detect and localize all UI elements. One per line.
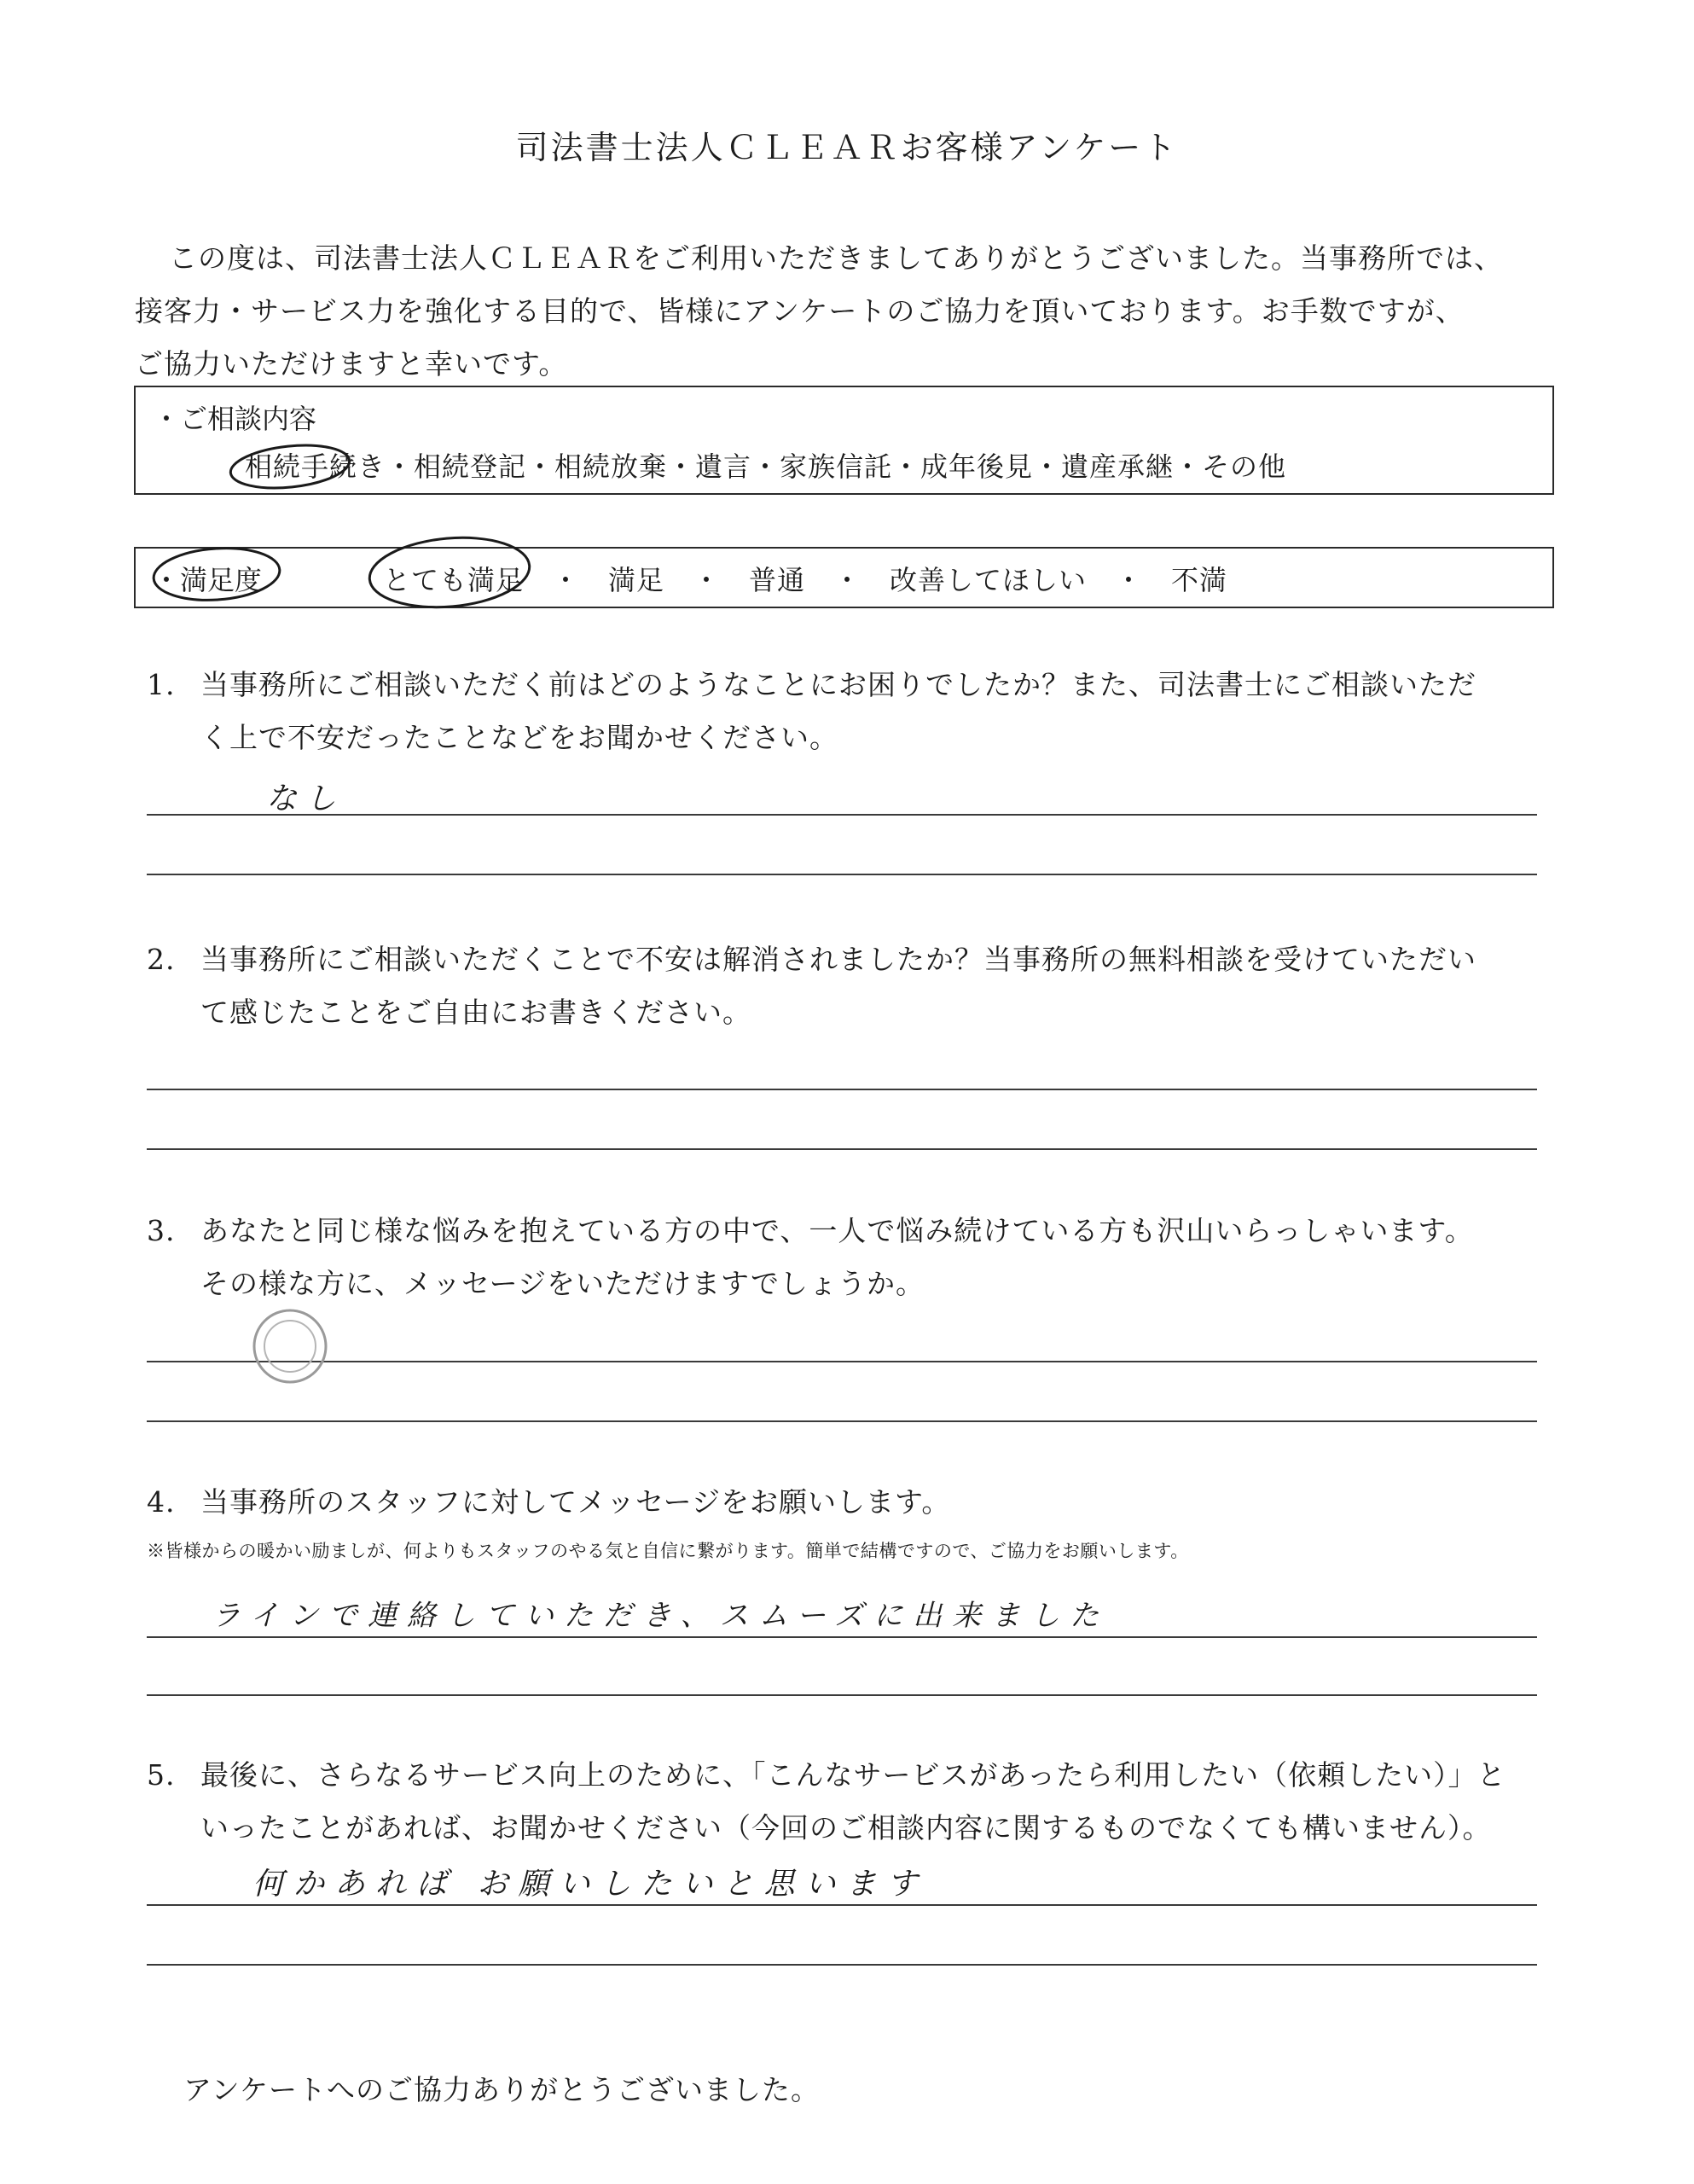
- question-4-note: ※皆様からの暖かい励ましが、何よりもスタッフのやる気と自信に繋がります。簡単で結構ですので、ご協力をお願いします。: [147, 1541, 1189, 1561]
- consultation-options: 相続手続き・相続登記・相続放棄・遺言・家族信託・成年後見・遺産承継・その他: [245, 450, 1287, 483]
- answer-5-handwriting: 何かあれば お願いしたいと思います: [252, 1867, 928, 1902]
- answer-4-handwriting: ラインで連絡していただき、スムーズに出来ました: [212, 1599, 1110, 1633]
- question-text: あなたと同じ様な悩みを抱えている方の中で、一人で悩み続けている方も沢山いらっしゃいます。: [200, 1214, 1474, 1247]
- satisfaction-options: とても満足 ・ 満足 ・ 普通 ・ 改善してほしい ・ 不満: [383, 564, 1228, 596]
- intro-line: ご協力いただけますと幸いです。: [135, 347, 568, 380]
- circle-mark-inheritance-procedure: [229, 440, 351, 493]
- circle-mark-very-satisfied: [367, 531, 532, 613]
- question-text: いったことがあれば、お聞かせください（今回のご相談内容に関するものでなくても構いません）。: [200, 1811, 1492, 1844]
- intro-line: 接客力・サービス力を強化する目的で、皆様にアンケートのご協力を頂いております。お手数ですが、: [135, 294, 1465, 328]
- satisfaction-label: ・満足度: [153, 564, 263, 596]
- intro-line: この度は、司法書士法人ＣＬＥＡＲをご利用いただきましてありがとうございました。当事務所では、: [169, 241, 1503, 275]
- survey-title: 司法書士法人ＣＬＥＡＲお客様アンケート: [515, 129, 1179, 166]
- question-number: 2.: [147, 943, 176, 976]
- question-text: 最後に、さらなるサービス向上のために、「こんなサービスがあったら利用したい（依頼したい）」と: [200, 1758, 1506, 1792]
- question-text: その様な方に、メッセージをいただけますでしょうか。: [200, 1267, 925, 1300]
- question-text: 当事務所のスタッフに対してメッセージをお願いします。: [200, 1485, 951, 1519]
- answer-1-handwriting: なし: [266, 781, 345, 816]
- circle-mark-satisfaction-label: [152, 544, 281, 604]
- consultation-label: ・ご相談内容: [153, 403, 317, 435]
- question-text: 当事務所にご相談いただく前はどのようなことにお困りでしたか？また、司法書士にご相談いただ: [200, 668, 1476, 701]
- question-number: 1.: [147, 668, 176, 701]
- question-number: 3.: [147, 1214, 176, 1247]
- question-number: 5.: [147, 1758, 176, 1792]
- question-text: て感じたことをご自由にお書きください。: [200, 996, 751, 1029]
- question-text: く上で不安だったことなどをお聞かせください。: [200, 721, 838, 754]
- question-text: 当事務所にご相談いただくことで不安は解消されましたか？当事務所の無料相談を受けていただい: [200, 943, 1476, 976]
- closing-message: アンケートへのご協力ありがとうございました。: [183, 2073, 821, 2106]
- stamp-mark-inner: [264, 1321, 316, 1372]
- question-number: 4.: [147, 1485, 176, 1519]
